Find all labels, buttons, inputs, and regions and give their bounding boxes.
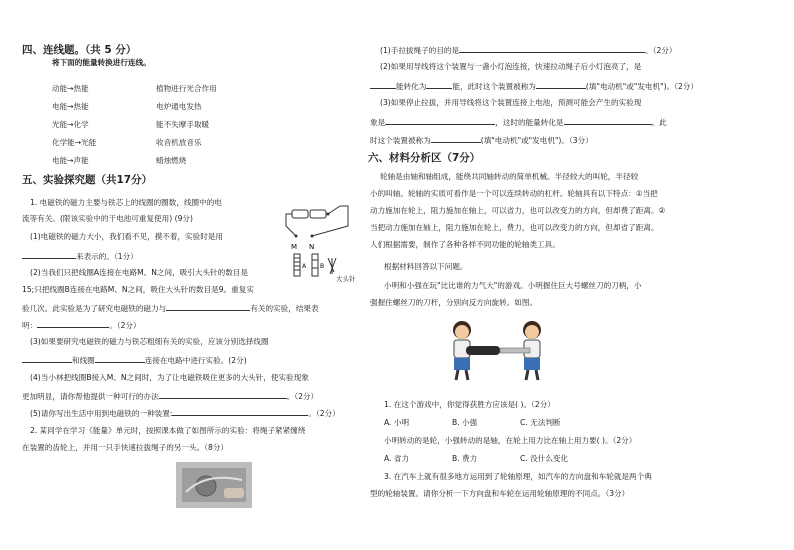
q1-2-line3: 验几次。此实验是为了研究电磁铁的磁力与 有关的实验，结果表	[22, 304, 319, 313]
r1-line: (1)手拉拔绳子的目的是 。（2分）	[380, 46, 677, 55]
q1-3-line1: (3)如果要研究电磁铁的磁力与铁芯粗细有关的实验，应该分别选择线圈	[30, 337, 269, 346]
answer-blank[interactable]	[172, 407, 308, 416]
q1-2-line2: 15;只把线圈B连接在电路M、N之间，吸住大头针的数目是9。重复实	[22, 285, 254, 294]
material-line8: 强握住螺丝刀的刀杆，分别向反方向旋转。如图。	[370, 298, 538, 307]
mq1-option-b[interactable]: B. 小强	[452, 418, 478, 427]
answer-blank[interactable]	[22, 354, 72, 363]
r2-line2: 能转化为 能，此时这个装置被称为 (填"电动机"或"发电机")。（2分）	[370, 80, 698, 92]
matching-right-5: 蜡烛燃烧	[156, 156, 187, 165]
answer-blank[interactable]	[431, 134, 481, 143]
label-n: N	[309, 243, 315, 251]
material-prompt: 根据材料回答以下问题。	[384, 262, 468, 271]
answer-blank[interactable]	[459, 44, 645, 53]
q1-4-line1: (4)当小林把线圈B接入M、N之间时，为了让电磁铁吸住更多的大头针，使实验现象	[30, 373, 309, 382]
pin-label: 大头针	[336, 275, 356, 283]
q1-stem-line2: 流等有关。(限该实验中的干电池可重复使用) (9分)	[22, 214, 193, 223]
mq3-line2: 型的轮轴装置。请你分析一下方向盘和车轮在运用轮轴原理的不同点。（3分）	[370, 489, 630, 498]
q1-stem-line1: 1. 电磁铁的磁力主要与铁芯上的线圈的圈数，线圈中的电	[30, 198, 222, 207]
answer-blank[interactable]	[385, 116, 495, 125]
section-6-title: 六、材料分析区（7分）	[368, 152, 481, 164]
answer-blank[interactable]	[22, 250, 76, 259]
q1-4-line2: 更加明显，请你帮他提供一种可行的办法 。（2分）	[22, 392, 319, 401]
matching-right-3: 能不失摩手取暖	[156, 120, 210, 129]
mq2-option-c[interactable]: C. 没什么变化	[520, 454, 569, 463]
matching-right-2: 电炉通电发热	[156, 102, 202, 111]
r2-line1: (2)如果用导线将这个装置与一盏小灯泡连接，快速拉动绳子后小灯泡亮了，是	[380, 62, 642, 71]
mq2-option-a[interactable]: A. 省力	[384, 454, 410, 463]
answer-blank[interactable]	[166, 302, 250, 311]
mq1-option-a[interactable]: A. 小明	[384, 418, 410, 427]
q1-2-line1: (2)当我们只把线圈A连接在电路M、N之间，吸引大头针的数目是	[30, 268, 249, 277]
answer-blank[interactable]	[426, 80, 452, 89]
q2-stem-line2: 在装置的齿轮上，并用一只手快速拉拔绳子的另一头。（8分）	[22, 443, 229, 452]
material-line2: 小的叫轴。轮轴的实质可看作是一个可以连续转动的杠杆。轮轴具有以下特点：①当把	[370, 189, 658, 198]
r3-line3: 时这个装置被称为 (填"电动机"或"发电机")。（3分）	[370, 136, 593, 145]
matching-left-5: 电能→声能	[52, 156, 89, 165]
q1-2-line4: 明： 。（2分）	[22, 321, 141, 330]
mq2-option-b[interactable]: B. 费力	[452, 454, 478, 463]
answer-blank[interactable]	[37, 319, 109, 328]
label-a: A	[302, 263, 307, 270]
matching-right-4: 收音机放音乐	[156, 138, 202, 147]
matching-left-1: 动能→热能	[52, 84, 89, 93]
matching-left-3: 光能→化学	[52, 120, 89, 129]
material-line3: 动力施加在轮上，阻力施加在轴上，可以省力，也可以改变力的方向，但却费了距离。②	[370, 206, 666, 215]
pins-icon	[328, 258, 336, 274]
material-line4: 当把动力施加在轴上，阻力施加在轮上，费力，也可以改变力的方向，但却省了距离。	[370, 223, 659, 232]
coil-b-icon	[312, 254, 318, 276]
mq1-option-c[interactable]: C. 无法判断	[520, 418, 561, 427]
material-line5: 人们根据需要，制作了各种各样不同功能的轮轴类工具。	[370, 240, 560, 249]
kids-screwdriver-illustration	[440, 318, 556, 384]
label-b: B	[320, 263, 325, 270]
coil-a-icon	[294, 254, 300, 276]
answer-blank[interactable]	[95, 354, 145, 363]
mq1-stem: 1. 在这个游戏中，你觉得获胜方应该是( )。（2分）	[384, 400, 555, 409]
screwdriver-icon	[466, 346, 530, 355]
q1-5-line: (5)请你写出生活中用到电磁铁的一种装置: 。（2分）	[30, 409, 340, 418]
r3-line2: 象是 ，这时的能量转化是 。此	[370, 118, 667, 127]
q1-1-line1: (1)电磁铁的磁力大小，我们看不见，摸不着，实验时是用	[30, 232, 224, 241]
material-line7: 小明和小强在玩"比比谁的力气大"的游戏。小明握住巨大号螺丝刀的刀柄，小	[384, 281, 642, 290]
mq2-stem: 小明转动的是轮，小强转动的是轴，在轮上用力比在轴上用力要( )。（2分）	[384, 436, 637, 445]
section-5-title: 五、实验探究题（共17分）	[22, 174, 153, 186]
matching-left-2: 电能→热能	[52, 102, 89, 111]
gear-rope-photo	[176, 462, 252, 508]
answer-blank[interactable]	[536, 80, 586, 89]
matching-left-4: 化学能→光能	[52, 138, 97, 147]
q2-stem-line1: 2. 某同学在学习《能量》单元时，按照课本做了如图所示的实验：将绳子紧紧缠绕	[30, 426, 306, 435]
q1-3-line2: 和线圈 连接在电路中进行实验。(2分)	[22, 354, 247, 366]
mq3-line1: 3. 在汽车上就有很多地方运用到了轮轴原理，如汽车的方向盘和车轮就是两个典	[384, 472, 652, 481]
battery-switch-icon	[292, 206, 340, 218]
section-4-title: 四、连线题。（共 5 分）	[22, 44, 137, 56]
material-line1: 轮轴是由轴和轴组成，能绕共同轴转动的简单机械。半径较大的叫轮，半径较	[380, 172, 639, 181]
r3-line1: (3)如果停止拉拔，并用导线将这个装置连接上电池，预测可能会产生的实验现	[380, 98, 642, 107]
section-4-instruction: 将下面的能量转换进行连线。	[52, 58, 151, 67]
matching-right-1: 植物进行光合作用	[156, 84, 217, 93]
electromagnet-figure	[282, 196, 356, 282]
answer-blank[interactable]	[564, 116, 652, 125]
q1-1-line2: 来表示的。（1分）	[22, 250, 138, 262]
answer-blank[interactable]	[370, 80, 396, 89]
answer-blank[interactable]	[159, 390, 287, 399]
label-m: M	[291, 243, 298, 251]
